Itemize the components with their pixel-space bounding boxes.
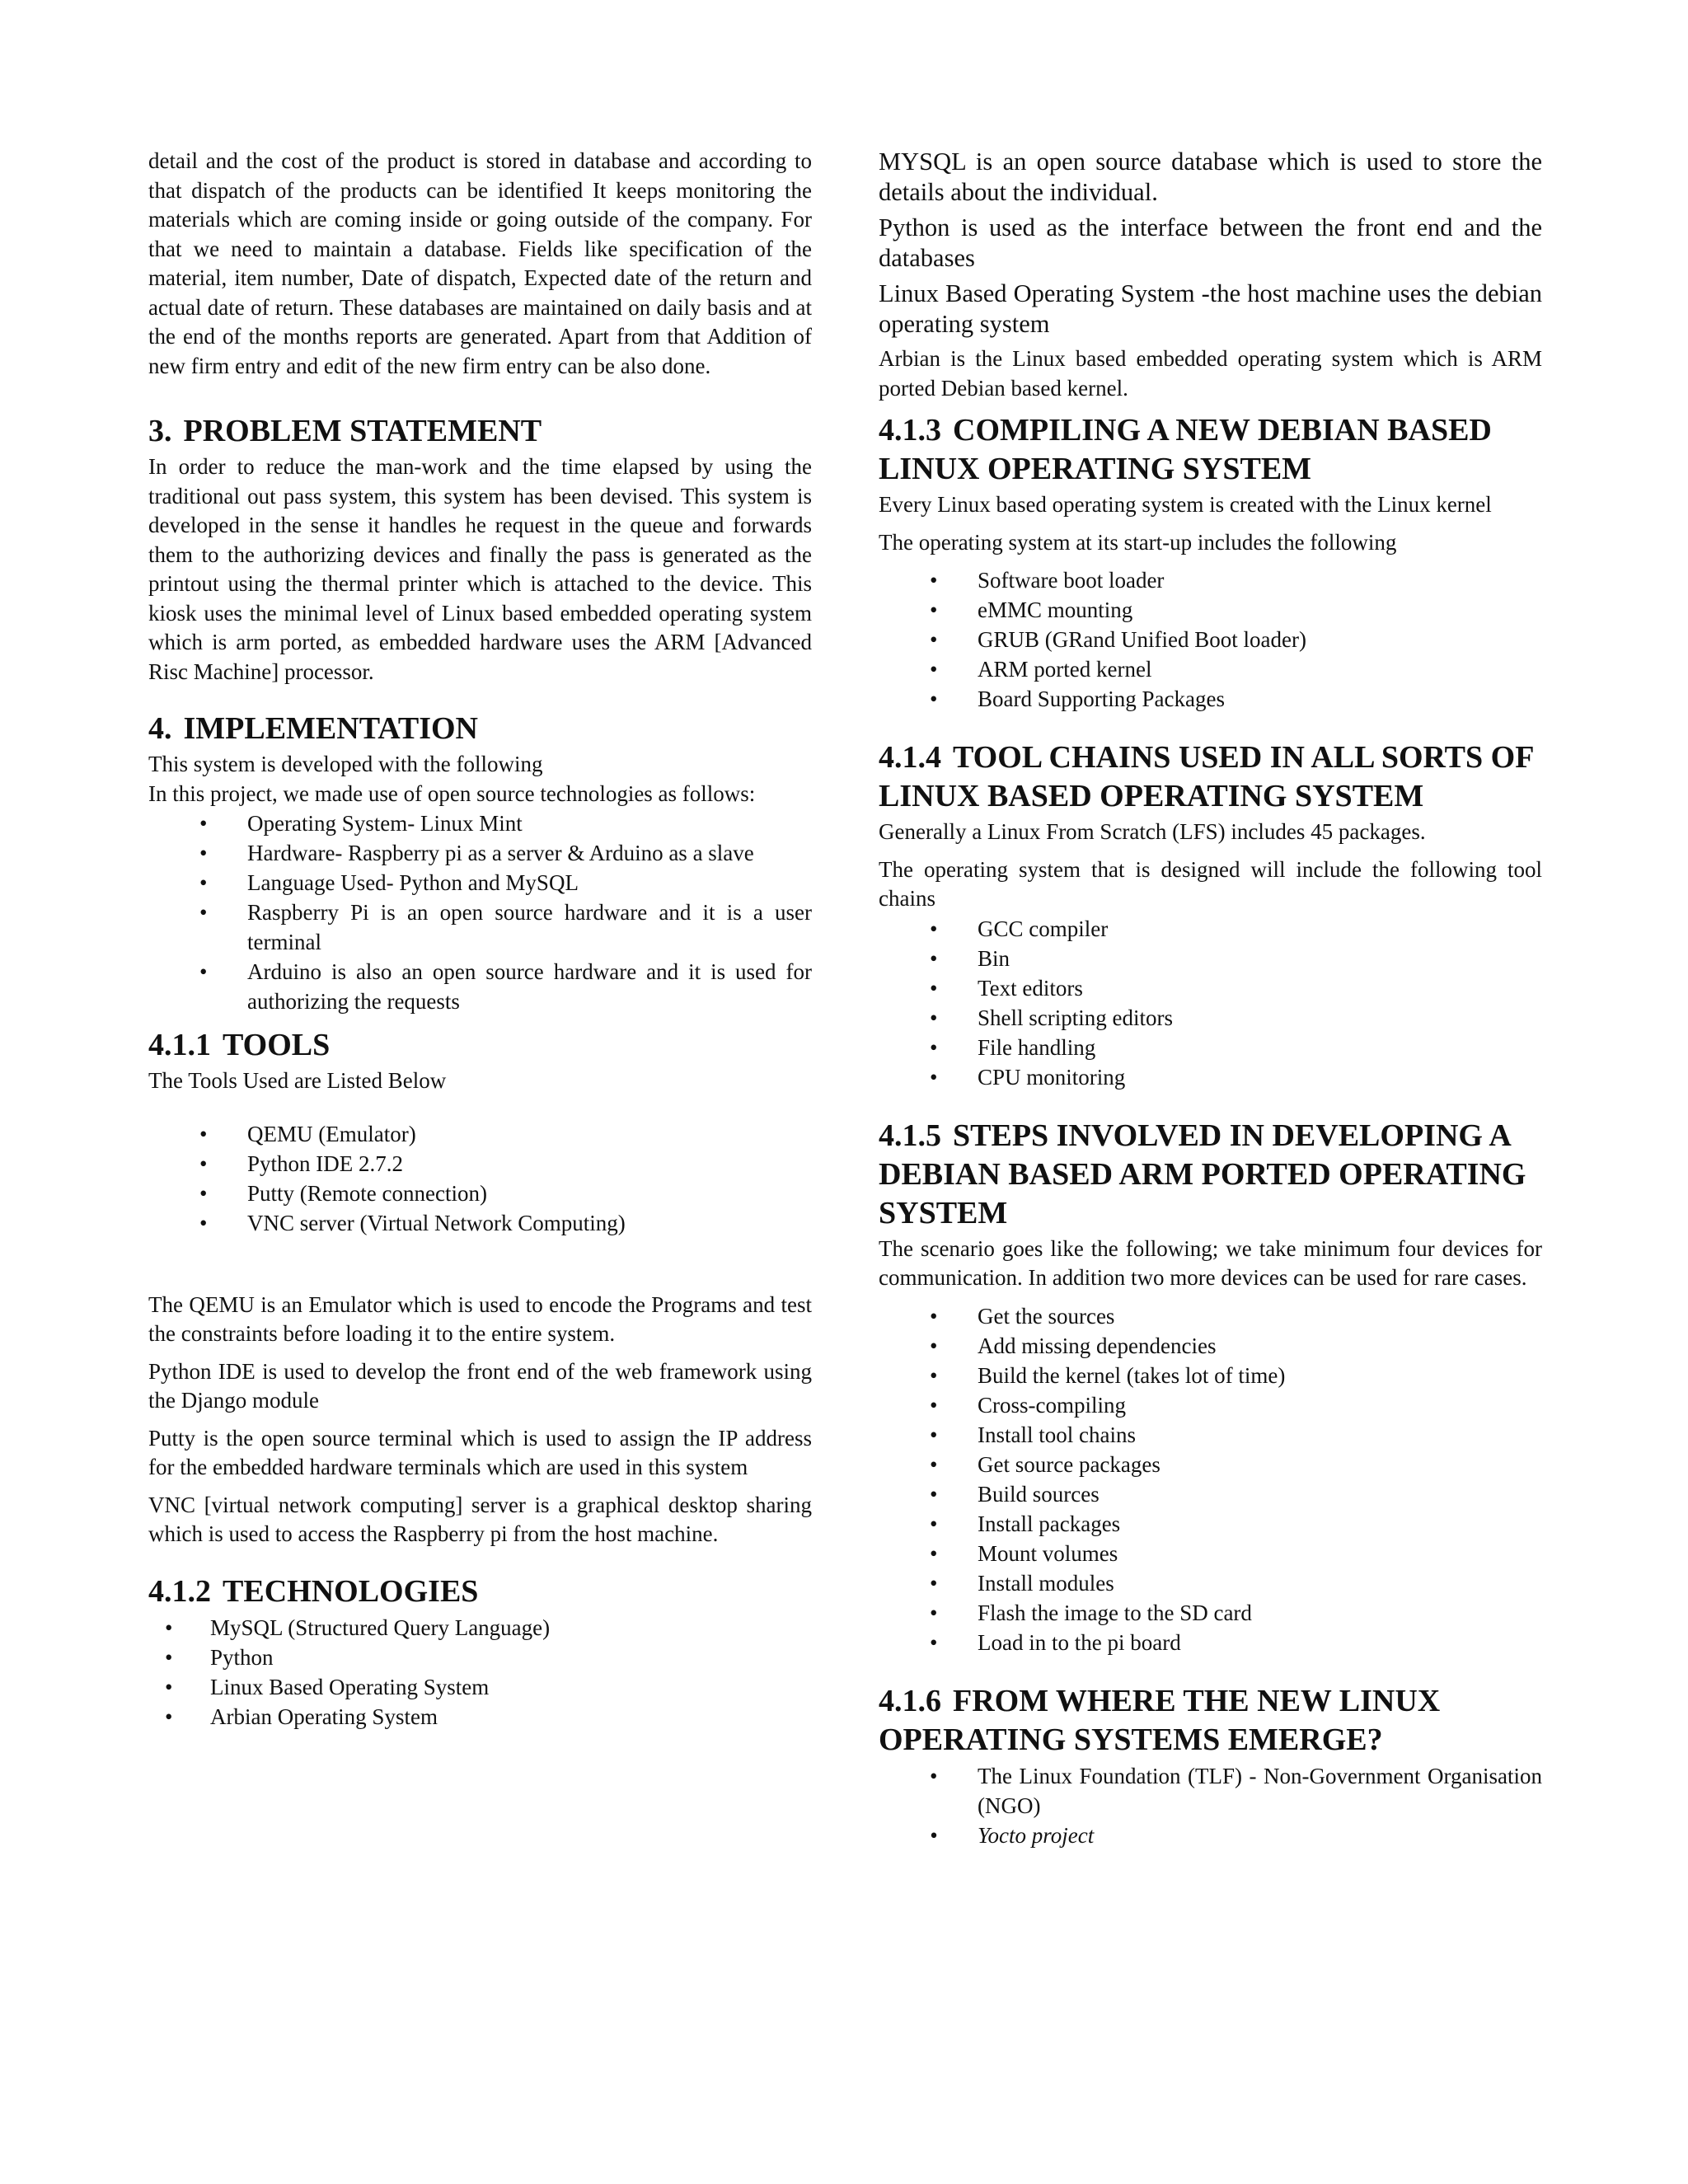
- steps-list: [879, 1301, 1542, 1657]
- list-item: • MySQL (Structured Query Language): [148, 1613, 812, 1643]
- section-4-1-2-heading: [148, 1572, 812, 1611]
- list-item: • Putty (Remote connection): [148, 1179, 812, 1208]
- toolchain-paragraph-1: Generally a Linux From Scratch (LFS) includes 45 packages.: [879, 819, 1426, 844]
- list-item: • Install modules: [879, 1568, 1542, 1598]
- linux-os-paragraph: Linux Based Operating System -the host machine uses the debian operating system: [879, 279, 1542, 338]
- section-title: TOOLS: [223, 1028, 331, 1062]
- problem-statement-paragraph: In order to reduce the man-work and the time elapsed by using the traditional out pass system, this system has been devised. This system is developed in the sense it handles he request in the queue and forwards them to the authorizing devices and finally the pass is generated as the printout using the thermal printer which is attached to the device. This kiosk uses the minimal level of Linux based embedded operating system which is arm ported, as embedded hardware uses the ARM [Advanced Risc Machine] processor.: [148, 454, 812, 684]
- section-4-1-5-heading: [879, 1117, 1542, 1233]
- list-item: • Shell scripting editors: [879, 1003, 1542, 1033]
- list-item: • Bin: [879, 944, 1542, 973]
- section-number: 3.: [148, 414, 172, 448]
- technologies-list: [148, 1613, 812, 1732]
- emerge-list: [879, 1761, 1542, 1850]
- section-title: TECHNOLOGIES: [223, 1573, 479, 1609]
- list-item: • Load in to the pi board: [879, 1628, 1542, 1657]
- list-item: • ARM ported kernel: [879, 654, 1542, 684]
- python-ide-paragraph: Python IDE is used to develop the front end of the web framework using the Django module: [148, 1358, 812, 1413]
- section-number: 4.1.5: [879, 1118, 941, 1153]
- section-number: 4.1.4: [879, 740, 941, 775]
- section-title: FROM WHERE THE NEW LINUX OPERATING SYSTEMS EMERGE?: [879, 1683, 1441, 1757]
- compiling-paragraph-2: The operating system at its start-up includes the following: [879, 529, 1397, 555]
- list-item: • GCC compiler: [879, 914, 1542, 944]
- toolchain-list: [879, 914, 1542, 1092]
- arbian-paragraph: Arbian is the Linux based embedded operating system which is ARM ported Debian based kernel.: [879, 346, 1542, 401]
- steps-paragraph: The scenario goes like the following; we take minimum four devices for communication. In addition two more devices can be used for rare cases.: [879, 1235, 1542, 1290]
- list-item: • Build sources: [879, 1479, 1542, 1509]
- list-item: • Arbian Operating System: [148, 1702, 812, 1732]
- tools-intro: The Tools Used are Listed Below: [148, 1068, 447, 1093]
- python-paragraph: Python is used as the interface between the front end and the databases: [879, 213, 1542, 272]
- section-number: 4.: [148, 711, 172, 746]
- list-item: • Hardware- Raspberry pi as a server & Arduino as a slave: [148, 838, 812, 868]
- section-title: STEPS INVOLVED IN DEVELOPING A DEBIAN BASED ARM PORTED OPERATING SYSTEM: [879, 1118, 1526, 1230]
- putty-paragraph: Putty is the open source terminal which is used to assign the IP address for the embedded hardware terminals which are used in this system: [148, 1425, 812, 1479]
- section-title: PROBLEM STATEMENT: [183, 414, 542, 448]
- section-number: 4.1.1: [148, 1028, 211, 1062]
- list-item: • Linux Based Operating System: [148, 1672, 812, 1702]
- compiling-paragraph-1: Every Linux based operating system is created with the Linux kernel: [879, 492, 1492, 517]
- list-item: • Yocto project: [879, 1821, 1542, 1850]
- section-title: IMPLEMENTATION: [183, 711, 478, 746]
- startup-list: [879, 565, 1542, 714]
- section-number: 4.1.3: [879, 413, 941, 448]
- list-item: • Install packages: [879, 1509, 1542, 1539]
- list-item: • Language Used- Python and MySQL: [148, 868, 812, 898]
- list-item: • The Linux Foundation (TLF) - Non-Government Organisation (NGO): [879, 1761, 1542, 1821]
- list-item: • Python: [148, 1643, 812, 1672]
- list-item: • File handling: [879, 1033, 1542, 1062]
- mysql-paragraph: MYSQL is an open source database which is used to store the details about the individual.: [879, 148, 1542, 206]
- list-item: • Install tool chains: [879, 1420, 1542, 1450]
- vnc-paragraph: VNC [virtual network computing] server is a graphical desktop sharing which is used to access the Raspberry pi from the host machine.: [148, 1492, 812, 1546]
- list-item: • GRUB (GRand Unified Boot loader): [879, 625, 1542, 654]
- implementation-list: [148, 808, 812, 1016]
- list-item: • Add missing dependencies: [879, 1331, 1542, 1361]
- list-item: • QEMU (Emulator): [148, 1119, 812, 1149]
- section-title: COMPILING A NEW DEBIAN BASED LINUX OPERATING SYSTEM: [879, 413, 1492, 486]
- list-item: • Mount volumes: [879, 1539, 1542, 1568]
- section-4-heading: [148, 710, 812, 748]
- list-item: • Python IDE 2.7.2: [148, 1149, 812, 1179]
- tools-list: [148, 1119, 812, 1238]
- section-4-1-3-heading: [879, 411, 1542, 489]
- list-item: • Get the sources: [879, 1301, 1542, 1331]
- left-column: [148, 147, 812, 1741]
- list-item: • CPU monitoring: [879, 1062, 1542, 1092]
- list-item: • Cross-compiling: [879, 1390, 1542, 1420]
- list-item: • Software boot loader: [879, 565, 1542, 595]
- list-item: • VNC server (Virtual Network Computing): [148, 1208, 812, 1238]
- list-item: • Flash the image to the SD card: [879, 1598, 1542, 1628]
- section-3-heading: [148, 412, 812, 451]
- section-title: TOOL CHAINS USED IN ALL SORTS OF LINUX BASED OPERATING SYSTEM: [879, 740, 1534, 813]
- right-column: [879, 147, 1542, 1860]
- list-item: • Text editors: [879, 973, 1542, 1003]
- implementation-line-2: In this project, we made use of open source technologies as follows:: [148, 780, 756, 806]
- section-number: 4.1.2: [148, 1573, 211, 1609]
- intro-paragraph: detail and the cost of the product is stored in database and according to that dispatch of the products can be identified It keeps monitoring the materials which are coming inside or going outside of the company. For that we need to maintain a database. Fields like specification of the material, item number, Date of dispatch, Expected date of the return and actual date of return. These databases are maintained on daily basis and at the end of the months reports are generated. Apart from that Addition of new firm entry and edit of the new firm entry can be also done.: [148, 148, 812, 378]
- implementation-line-1: This system is developed with the following: [148, 752, 543, 776]
- section-number: 4.1.6: [879, 1683, 941, 1718]
- list-item: • Arduino is also an open source hardware and it is used for authorizing the requests: [148, 957, 812, 1016]
- qemu-paragraph: The QEMU is an Emulator which is used to encode the Programs and test the constraints before loading it to the entire system.: [148, 1291, 812, 1346]
- list-item: • Raspberry Pi is an open source hardware and it is a user terminal: [148, 898, 812, 957]
- list-item: • Get source packages: [879, 1450, 1542, 1479]
- list-item: • Board Supporting Packages: [879, 684, 1542, 714]
- section-4-1-1-heading: [148, 1026, 812, 1065]
- list-item: • eMMC mounting: [879, 595, 1542, 625]
- list-item: • Build the kernel (takes lot of time): [879, 1361, 1542, 1390]
- list-item: • Operating System- Linux Mint: [148, 808, 812, 838]
- section-4-1-6-heading: [879, 1682, 1542, 1760]
- toolchain-paragraph-2: The operating system that is designed will include the following tool chains: [879, 856, 1542, 911]
- section-4-1-4-heading: [879, 738, 1542, 816]
